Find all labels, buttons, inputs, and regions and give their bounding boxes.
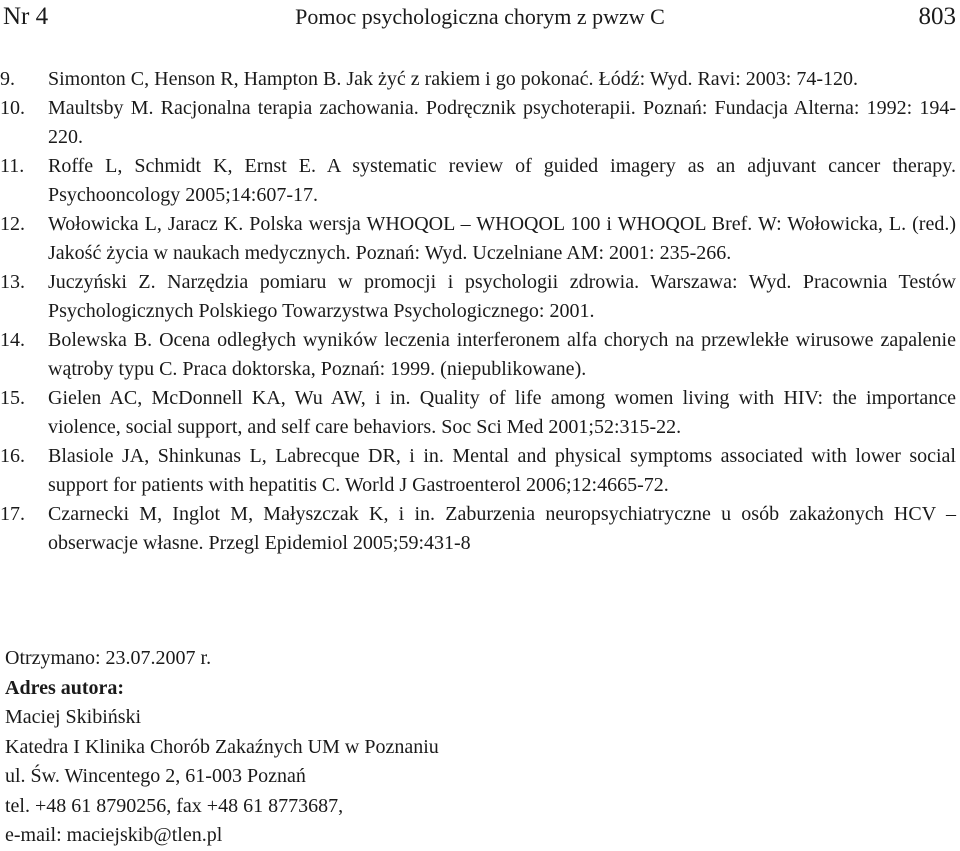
reference-item xyxy=(0,500,956,558)
reference-text: Juczyński Z. Narzędzia pomiaru w promocji i psychologii zdrowia. Warszawa: Wyd. Pracownia Testów Psychologicznych Polskiego Towarzystwa Psychologicznego: 2001. xyxy=(48,271,956,322)
reference-text: Simonton C, Henson R, Hampton B. Jak żyć z rakiem i go pokonać. Łódź: Wyd. Ravi: 2003: 74-120. xyxy=(48,68,858,90)
author-info xyxy=(5,644,945,851)
reference-number: 9. xyxy=(0,68,15,90)
author-name: Maciej Skibiński xyxy=(5,706,142,728)
reference-item xyxy=(0,384,956,442)
reference-text: Czarnecki M, Inglot M, Małyszczak K, i in. Zaburzenia neuropsychiatryczne u osób zakażonych HCV – obserwacje własne. Przegl Epidemiol 2005;59:431-8 xyxy=(48,503,956,554)
page-header xyxy=(0,0,960,36)
reference-number: 17. xyxy=(0,503,25,525)
reference-number: 14. xyxy=(0,329,25,351)
reference-number: 10. xyxy=(0,97,25,119)
reference-text: Gielen AC, McDonnell KA, Wu AW, i in. Quality of life among women living with HIV: the importance violence, social support, and self care behaviors. Soc Sci Med 2001;52:315-22. xyxy=(48,387,956,438)
reference-item xyxy=(0,152,956,210)
reference-number: 16. xyxy=(0,445,25,467)
issue-number: Nr 4 xyxy=(3,3,49,30)
reference-number: 12. xyxy=(0,213,25,235)
reference-text: Blasiole JA, Shinkunas L, Labrecque DR, i in. Mental and physical symptoms associated with lower social support for patients with hepatitis C. World J Gastroenterol 2006;12:4665-72. xyxy=(48,445,956,496)
reference-text: Bolewska B. Ocena odległych wyników leczenia interferonem alfa chorych na przewlekłe wirusowe zapalenie wątroby typu C. Praca doktorska, Poznań: 1999. (niepublikowane). xyxy=(48,329,956,380)
author-email: e-mail: maciejskib@tlen.pl xyxy=(5,824,223,846)
reference-text: Maultsby M. Racjonalna terapia zachowania. Podręcznik psychoterapii. Poznań: Fundacja Alterna: 1992: 194-220. xyxy=(48,97,956,148)
reference-item xyxy=(0,442,956,500)
author-street: ul. Św. Wincentego 2, 61-003 Poznań xyxy=(5,765,306,787)
address-heading: Adres autora: xyxy=(5,676,125,699)
reference-item xyxy=(0,65,956,94)
reference-item xyxy=(0,268,956,326)
reference-number: 13. xyxy=(0,271,25,293)
reference-item xyxy=(0,210,956,268)
reference-list xyxy=(0,65,956,558)
running-title: Pomoc psychologiczna chorym z pwzw C xyxy=(295,4,665,29)
reference-number: 15. xyxy=(0,387,25,409)
reference-item xyxy=(0,326,956,384)
reference-text: Wołowicka L, Jaracz K. Polska wersja WHOQOL – WHOQOL 100 i WHOQOL Bref. W: Wołowicka, L. (red.) Jakość życia w naukach medycznych. Poznań: Wyd. Uczelniane AM: 2001: 235-266. xyxy=(48,213,956,264)
author-phone: tel. +48 61 8790256, fax +48 61 8773687, xyxy=(5,794,344,817)
reference-text: Roffe L, Schmidt K, Ernst E. A systematic review of guided imagery as an adjuvant cancer therapy. Psychooncology 2005;14:607-17. xyxy=(48,155,956,206)
page-number: 803 xyxy=(918,3,956,30)
reference-item xyxy=(0,94,956,152)
reference-number: 11. xyxy=(0,155,25,177)
author-department: Katedra I Klinika Chorób Zakaźnych UM w Poznaniu xyxy=(5,735,439,758)
received-date: Otrzymano: 23.07.2007 r. xyxy=(5,647,212,669)
